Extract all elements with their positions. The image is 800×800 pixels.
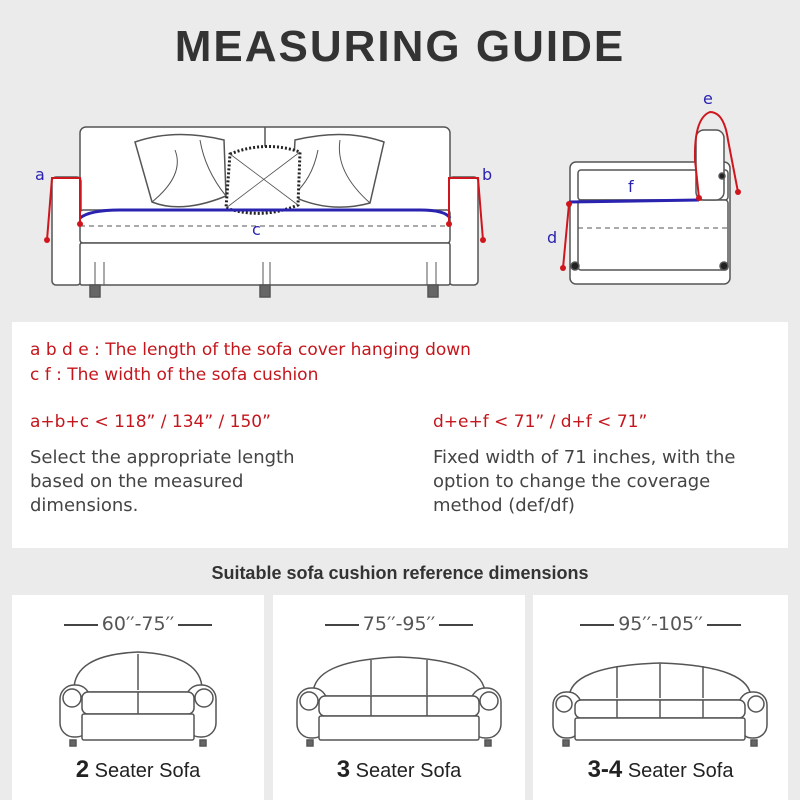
- formula-front: a+b+c < 118” / 134” / 150”: [30, 412, 271, 432]
- sofa-card-2-seater: [12, 595, 264, 800]
- reference-title: Suitable sofa cushion reference dimensions: [211, 563, 589, 583]
- label-e: e: [703, 89, 713, 108]
- label-f: f: [628, 177, 634, 196]
- label-a: a: [35, 165, 45, 184]
- size-range: 75′′-95′′: [273, 613, 525, 635]
- formula-side: d+e+f < 71” / d+f < 71”: [433, 412, 648, 432]
- seat-label: 3 Seater Sofa: [336, 756, 462, 783]
- side-sofa-illustration: [570, 130, 730, 284]
- page-title: MEASURING GUIDE: [174, 22, 626, 71]
- four-seater-sofa-icon: [533, 640, 788, 750]
- front-sofa-illustration: [52, 127, 478, 297]
- description-front: Select the appropriate length based on the measured dimensions.: [30, 447, 295, 516]
- cushion-width-note: c f : The width of the sofa cushion: [30, 365, 319, 385]
- two-seater-sofa-icon: [12, 640, 264, 750]
- hanging-length-note: a b d e : The length of the sofa cover hanging down: [30, 340, 471, 360]
- sofa-card-3-seater: [273, 595, 525, 800]
- seat-label: 3-4 Seater Sofa: [587, 756, 734, 783]
- sofa-card-3-4-seater: [533, 595, 788, 800]
- three-seater-sofa-icon: [273, 640, 525, 750]
- info-panel: [12, 322, 788, 548]
- size-range: 95′′-105′′: [533, 613, 788, 635]
- label-c: c: [252, 220, 261, 239]
- label-d: d: [547, 228, 558, 247]
- description-side: Fixed width of 71 inches, with the option to change the coverage method (def/df): [433, 447, 736, 516]
- label-b: b: [482, 165, 493, 184]
- measuring-diagram: [0, 0, 800, 310]
- seat-label: 2 Seater Sofa: [75, 756, 201, 783]
- size-range: 60′′-75′′: [12, 613, 264, 635]
